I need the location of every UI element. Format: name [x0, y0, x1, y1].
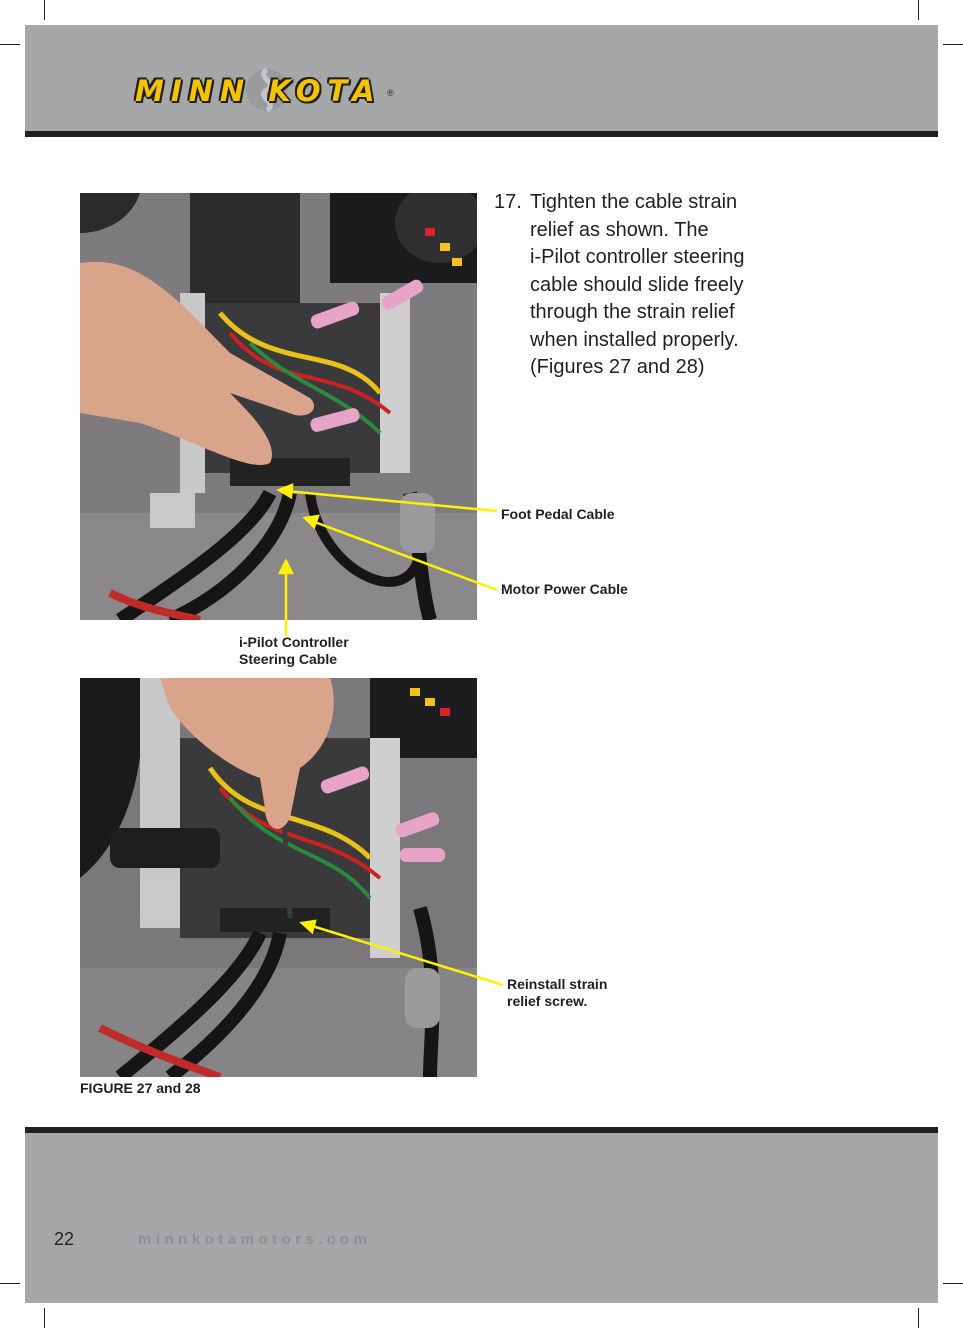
callout-ipilot-steering-cable: [239, 634, 349, 668]
brand-wordmark: MINN KOTA: [135, 74, 382, 108]
footer-band: [25, 1127, 938, 1303]
callout-motor-power-cable: Motor Power Cable: [501, 581, 628, 597]
callout-foot-pedal-cable: Foot Pedal Cable: [501, 506, 615, 522]
page-number: 22: [54, 1229, 75, 1249]
step-line: Tighten the cable strain: [530, 191, 738, 213]
callout-line: relief screw.: [507, 993, 588, 1009]
callout-reinstall-screw: [507, 976, 607, 1010]
callout-line: Reinstall strain: [507, 976, 608, 992]
step-line: (Figures 27 and 28): [530, 356, 705, 378]
figure-caption: FIGURE 27 and 28: [80, 1080, 201, 1096]
callout-line: Steering Cable: [239, 651, 338, 667]
step-number: 17.: [494, 191, 522, 213]
callout-line: i-Pilot Controller: [239, 634, 349, 650]
step-line: cable should slide freely: [530, 273, 744, 296]
step-line: relief as shown. The: [530, 218, 709, 241]
registered-mark: ®: [387, 88, 394, 98]
step-instructions: [530, 189, 775, 382]
step-line: i-Pilot controller steering: [530, 246, 745, 268]
footer-rule: [25, 1127, 938, 1133]
step-line: when installed properly.: [530, 328, 739, 351]
step-line: through the strain relief: [530, 301, 735, 323]
website-link[interactable]: minnkotamotors.com: [138, 1231, 372, 1248]
